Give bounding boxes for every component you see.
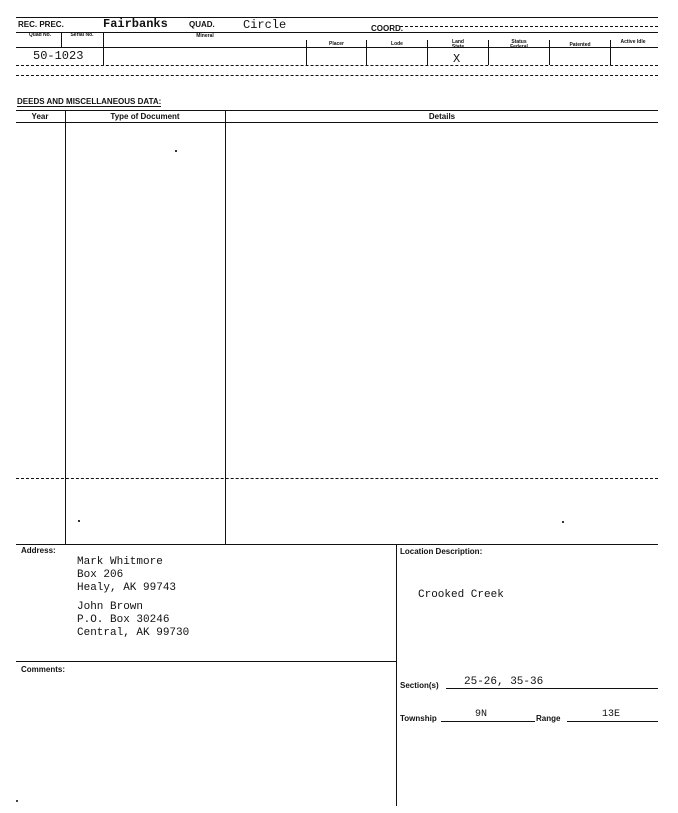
col-lode: Lode [391,41,403,47]
record-row-dashed-rule-2 [16,75,658,76]
comments-top-rule [16,661,396,662]
address-2-line-2: P.O. Box 30246 [77,614,170,626]
col-sep-8 [610,40,611,65]
speck-3 [562,521,564,523]
speck-2 [78,520,80,522]
township-value: 9N [475,709,488,720]
bottom-center-divider [396,544,397,806]
address-1-line-3: Healy, AK 99743 [77,582,177,594]
col-active-idle: Active Idle [620,39,646,45]
col-patented: Patented [569,42,591,48]
col-serial-no: Serial No. [70,32,94,38]
address-label: Address: [21,546,56,555]
col-quad-no: Quad No. [28,32,52,38]
col-land-state: Land State [451,39,465,50]
rec-prec-label: REC. PREC. [18,20,64,29]
range-label: Range [536,714,561,723]
speck-4 [16,800,18,802]
township-label: Township [400,714,437,723]
col-sep-5 [427,40,428,65]
record-land-state: X [453,52,461,66]
coord-dashed-rule [400,26,658,27]
rec-prec-value: Fairbanks [103,17,168,31]
col-placer: Placer [328,41,344,47]
column-header-top-rule [16,32,658,33]
address-1-line-2: Box 206 [77,569,124,581]
address-2-line-3: Central, AK 99730 [77,627,190,639]
range-value: 13E [602,709,621,720]
coord-label: COORD. [371,24,403,33]
address-block-2 [77,601,189,640]
col-year: Year [31,112,49,121]
range-underline [567,721,658,722]
speck-1 [175,150,177,152]
township-underline [441,721,535,722]
deeds-section-title: DEEDS AND MISCELLANEOUS DATA: [17,97,162,106]
col-mineral: Mineral [196,33,214,39]
col-type-of-document: Type of Document [110,112,180,121]
address-block-1 [77,556,176,595]
sections-label: Section(s) [400,681,439,690]
col-sep-1 [61,32,62,47]
deeds-header-bottom-rule [16,122,658,123]
record-quad-no: 50-1023 [33,49,84,63]
location-description-value: Crooked Creek [418,589,504,601]
sections-value: 25-26, 35-36 [464,676,544,688]
col-details: Details [428,112,456,121]
deeds-dashed-divider [16,478,658,479]
quad-label: QUAD. [189,20,215,29]
location-description-label: Location Description: [400,547,483,556]
address-top-rule [16,544,658,545]
quad-value: Circle [243,18,287,32]
address-1-line-1: Mark Whitmore [77,556,163,568]
col-status-federal: Status Federal [510,39,528,50]
comments-label: Comments: [21,665,66,674]
sections-underline [446,688,658,689]
address-2-line-1: John Brown [77,601,144,613]
record-row-dashed-rule [16,65,658,66]
deeds-header-top-rule [16,110,658,111]
